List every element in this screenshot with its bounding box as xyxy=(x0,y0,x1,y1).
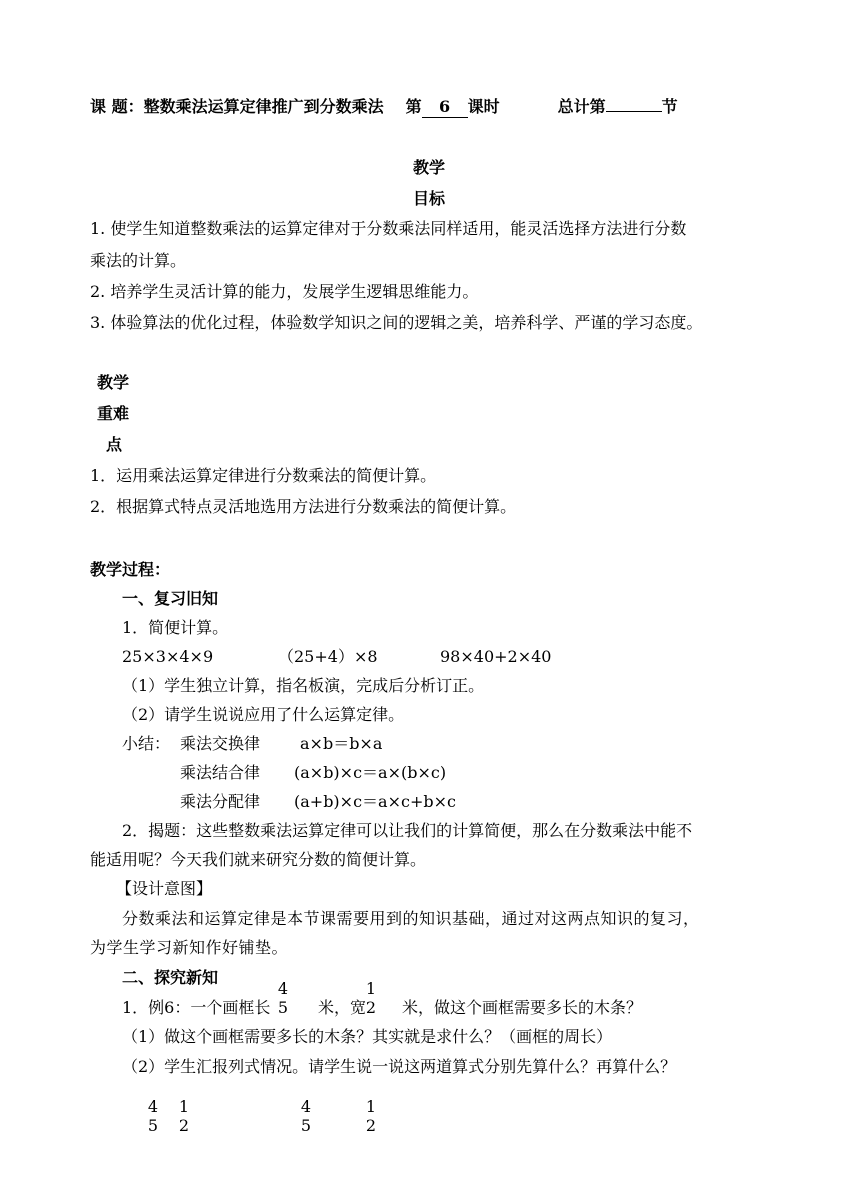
reveal-topic-line-2: 能适用呢？今天我们就来研究分数的简便计算。 xyxy=(90,850,427,869)
law-3-formula: (a+b)×c＝a×c+b×c xyxy=(294,792,456,811)
explore-step-1: （1）做这个画框需要多长的木条？其实就是求什么？（画框的周长） xyxy=(122,1027,613,1046)
law-3-name: 乘法分配律 xyxy=(180,792,261,811)
example-6-mid: 米，宽 xyxy=(318,998,367,1017)
keypoints-label-3: 点 xyxy=(106,435,123,454)
bottom-fraction-1-num: 4 xyxy=(147,1097,159,1116)
bottom-fraction-4-den: 2 xyxy=(365,1116,377,1135)
design-intent-line-2: 为学生学习新知作好铺垫。 xyxy=(90,938,289,957)
bottom-fraction-3-num: 4 xyxy=(300,1097,312,1116)
lesson-di: 第 xyxy=(405,97,422,116)
keypoint-item-2: 2．根据算式特点灵活地选用方法进行分数乘法的简便计算。 xyxy=(90,497,517,516)
fraction-length xyxy=(274,980,292,1017)
objective-item-1-cont: 乘法的计算。 xyxy=(90,251,187,270)
total-blank xyxy=(606,111,662,112)
fraction-width-num: 1 xyxy=(365,979,377,998)
fraction-width xyxy=(362,980,380,1017)
section-review-title: 一、复习旧知 xyxy=(122,589,219,608)
lesson-keshi: 课时 xyxy=(467,97,500,116)
total-label: 总计第 xyxy=(557,97,606,116)
calc-expression-2: （25+4）×8 xyxy=(278,647,378,666)
bottom-fraction-2-num: 1 xyxy=(178,1097,190,1116)
process-title: 教学过程： xyxy=(90,560,171,579)
bottom-fraction-4-num: 1 xyxy=(365,1097,377,1116)
law-1-name: 乘法交换律 xyxy=(180,734,261,753)
fraction-width-den: 2 xyxy=(365,998,377,1017)
lesson-header xyxy=(90,97,678,118)
lesson-number: 6 xyxy=(422,97,468,118)
example-6-suffix: 米，做这个画框需要多长的木条？ xyxy=(402,998,643,1017)
law-2-name: 乘法结合律 xyxy=(180,763,261,782)
keypoints-label-1: 教学 xyxy=(97,373,130,392)
objective-item-1: 1. 使学生知道整数乘法的运算定律对于分数乘法同样适用，能灵活选择方法进行分数 xyxy=(90,219,687,238)
reveal-topic-line-1: 2．揭题：这些整数乘法运算定律可以让我们的计算简便，那么在分数乘法中能不 xyxy=(122,821,693,840)
objectives-label-2: 目标 xyxy=(413,189,446,208)
objective-item-2: 2. 培养学生灵活计算的能力，发展学生逻辑思维能力。 xyxy=(90,282,479,301)
explore-step-2: （2）学生汇报列式情况。请学生说一说这两道算式分别先算什么？再算什么？ xyxy=(122,1057,677,1076)
keypoint-item-1: 1．运用乘法运算定律进行分数乘法的简便计算。 xyxy=(90,466,437,485)
objective-item-3: 3. 体验算法的优化过程，体验数学知识之间的逻辑之美，培养科学、严谨的学习态度。 xyxy=(90,313,703,332)
example-6-prefix: 1．例6：一个画框长 xyxy=(122,998,271,1017)
subject-label: 课 题： xyxy=(90,97,144,116)
design-intent-title: 【设计意图】 xyxy=(116,879,213,898)
fraction-length-num: 4 xyxy=(277,979,289,998)
keypoints-label-2: 重难 xyxy=(97,404,130,423)
calc-expression-1: 25×3×4×9 xyxy=(122,647,214,666)
law-1-formula: a×b＝b×a xyxy=(300,734,383,753)
objectives-label-1: 教学 xyxy=(413,158,446,177)
fraction-length-den: 5 xyxy=(277,998,289,1017)
lesson-topic: 整数乘法运算定律推广到分数乘法 xyxy=(143,97,384,116)
bottom-fraction-4 xyxy=(362,1098,380,1135)
review-item-1: 1．简便计算。 xyxy=(122,618,229,637)
review-step-2: （2）请学生说说应用了什么运算定律。 xyxy=(122,705,405,724)
review-step-1: （1）学生独立计算，指名板演，完成后分析订正。 xyxy=(122,676,485,695)
law-2-formula: (a×b)×c＝a×(b×c) xyxy=(294,763,447,782)
bottom-fraction-3-den: 5 xyxy=(300,1116,312,1135)
bottom-fraction-3 xyxy=(297,1098,315,1135)
section-explore-title: 二、探究新知 xyxy=(122,968,219,987)
bottom-fraction-2-den: 2 xyxy=(178,1116,190,1135)
design-intent-line-1: 分数乘法和运算定律是本节课需要用到的知识基础，通过对这两点知识的复习， xyxy=(122,909,700,928)
calc-expression-3: 98×40+2×40 xyxy=(440,647,552,666)
bottom-fraction-1-den: 5 xyxy=(147,1116,159,1135)
bottom-fraction-2 xyxy=(175,1098,193,1135)
total-jie: 节 xyxy=(661,97,678,116)
bottom-fraction-1 xyxy=(144,1098,162,1135)
summary-label: 小结： xyxy=(122,734,171,753)
